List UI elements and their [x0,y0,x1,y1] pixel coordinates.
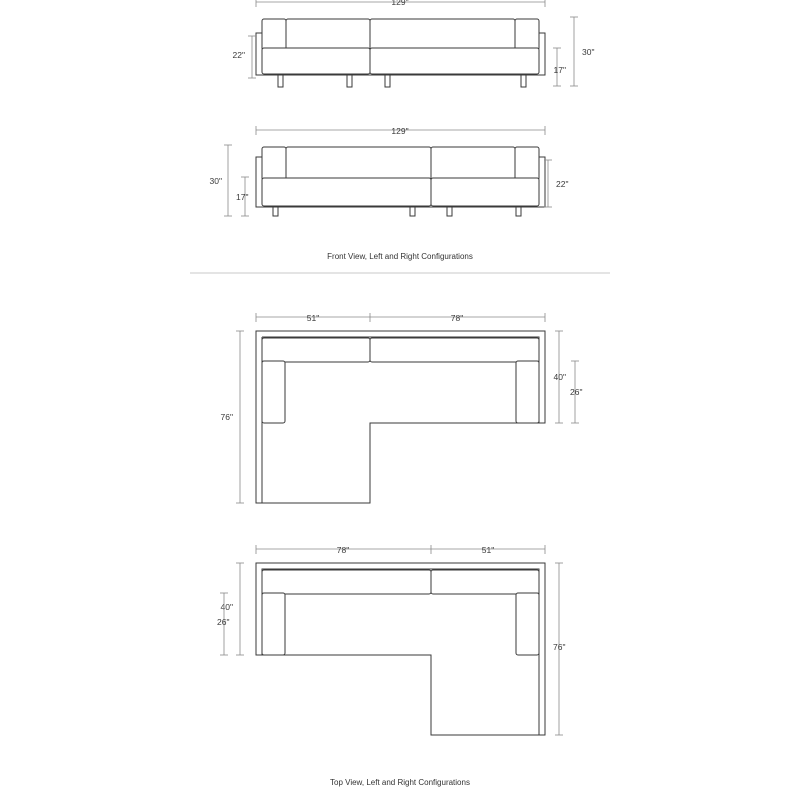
sofa-leg [347,75,352,87]
width-label: 129" [391,126,409,136]
sofa-width-label: 78" [450,313,464,323]
sofa-leg [521,75,526,87]
arm-cushion [262,361,285,423]
arm-cushion [516,593,539,655]
chaise-width-label: 51" [481,545,495,555]
seat-height-label: 22" [556,179,569,189]
sofa-leg [273,207,278,216]
sofa-leg [447,207,452,216]
seat-depth-label: 26" [217,617,230,627]
arm-cushion [262,593,285,655]
back-height-label: 30" [209,176,222,186]
front-view-left-config [233,0,595,87]
back-cushion [262,570,431,594]
seat-height-label: 22" [232,50,245,60]
back-cushion [286,147,431,180]
back-height-label: 30" [582,47,595,57]
seat-cushion [370,48,539,74]
seat-depth-label: 26" [570,387,583,397]
left-arm-cushion [262,19,286,50]
right-arm-cushion [515,19,539,50]
top-view-left-config [221,313,583,503]
width-label: 129" [391,0,409,7]
back-cushion [286,19,370,50]
sofa-depth-label: 40" [220,602,233,612]
seat-cushion [262,48,370,74]
sofa-leg [410,207,415,216]
arm-height-label: 17" [553,65,566,75]
right-arm-cushion [515,147,539,180]
front-view-caption: Front View, Left and Right Configurations [327,252,473,261]
back-cushion [370,338,539,362]
arm-cushion [516,361,539,423]
seat-cushion [262,178,431,206]
top-view-right-config [217,545,565,735]
arm-height-label: 17" [236,192,249,202]
total-depth-label: 76" [553,642,566,652]
top-view-caption: Top View, Left and Right Configurations [330,778,470,787]
sofa-depth-label: 40" [553,372,566,382]
sofa-leg [385,75,390,87]
chaise-width-label: 51" [306,313,320,323]
sofa-leg [516,207,521,216]
front-view-right-config [210,126,569,216]
sofa-width-label: 78" [336,545,350,555]
back-cushion [431,570,539,594]
left-arm-cushion [262,147,286,180]
back-cushion [431,147,515,180]
sofa-leg [278,75,283,87]
back-cushion [370,19,515,50]
seat-cushion [431,178,539,206]
back-cushion [262,338,370,362]
total-depth-label: 76" [220,412,233,422]
